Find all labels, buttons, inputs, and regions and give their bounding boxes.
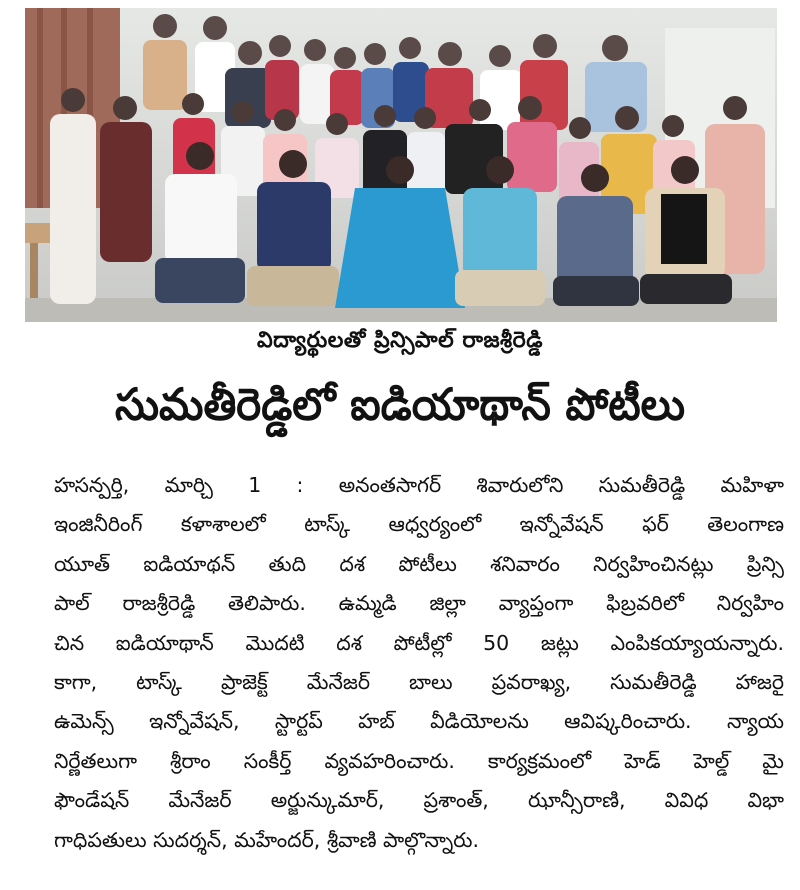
- body-line: నిర్ణేతలుగా శ్రీరాం సంకీర్త్ వ్యవహరించారు. కార్యక్రమంలో హెడ్ హెల్డ్ మై: [54, 748, 784, 773]
- body-line: పాల్ రాజశ్రీరెడ్డి తెలిపారు. ఉమ్మడి జిల్లా వ్యాప్తంగా ఫిబ్రవరిలో నిర్వహిం: [54, 591, 784, 616]
- body-line: ఫౌండేషన్ మేనేజర్ అర్జున్కుమార్, ప్రశాంత్, ఝాన్సీరాణి, వివిధ విభా: [54, 788, 784, 813]
- group-photo: [25, 8, 777, 322]
- group-photo-illustration: [25, 8, 777, 322]
- photo-caption: విద్యార్థులతో ప్రిన్సిపాల్ రాజశ్రీరెడ్డి: [257, 328, 543, 353]
- article-body: [54, 466, 784, 860]
- body-line: గాధిపతులు సుదర్శన్, మహేందర్, శ్రీవాణి పాల్గొన్నారు.: [54, 827, 480, 852]
- body-line: ఉమెన్స్ ఇన్నోవేషన్, స్టార్టప్ హబ్ వీడియోలను ఆవిష్కరించారు. న్యాయ: [54, 709, 784, 734]
- body-line: ఇంజినీరింగ్ కళాశాలలో టాస్క్ ఆధ్వర్యంలో ఇన్నోవేషన్ ఫర్ తెలంగాణ: [54, 512, 784, 537]
- body-line: కాగా, టాస్క్ ప్రాజెక్ట్ మేనేజర్ బాలు ప్రవరాఖ్య, సుమతీరెడ్డి హాజరై: [54, 670, 784, 695]
- article-headline: సుమతీరెడ్డిలో ఐడియాథాన్ పోటీలు: [115, 378, 685, 430]
- body-line: యూత్ ఐడియాథన్ తుది దశ పోటీలు శనివారం నిర్వహించినట్లు ప్రిన్సి: [54, 551, 784, 576]
- body-line: చిన ఐడియాథాన్ మొదటి దశ పోటీల్లో 50 జట్లు ఎంపికయ్యాయన్నారు.: [54, 630, 784, 655]
- body-line: హసన్పర్తి, మార్చి 1 : అనంతసాగర్ శివారులోని సుమతీరెడ్డి మహిళా: [54, 473, 784, 497]
